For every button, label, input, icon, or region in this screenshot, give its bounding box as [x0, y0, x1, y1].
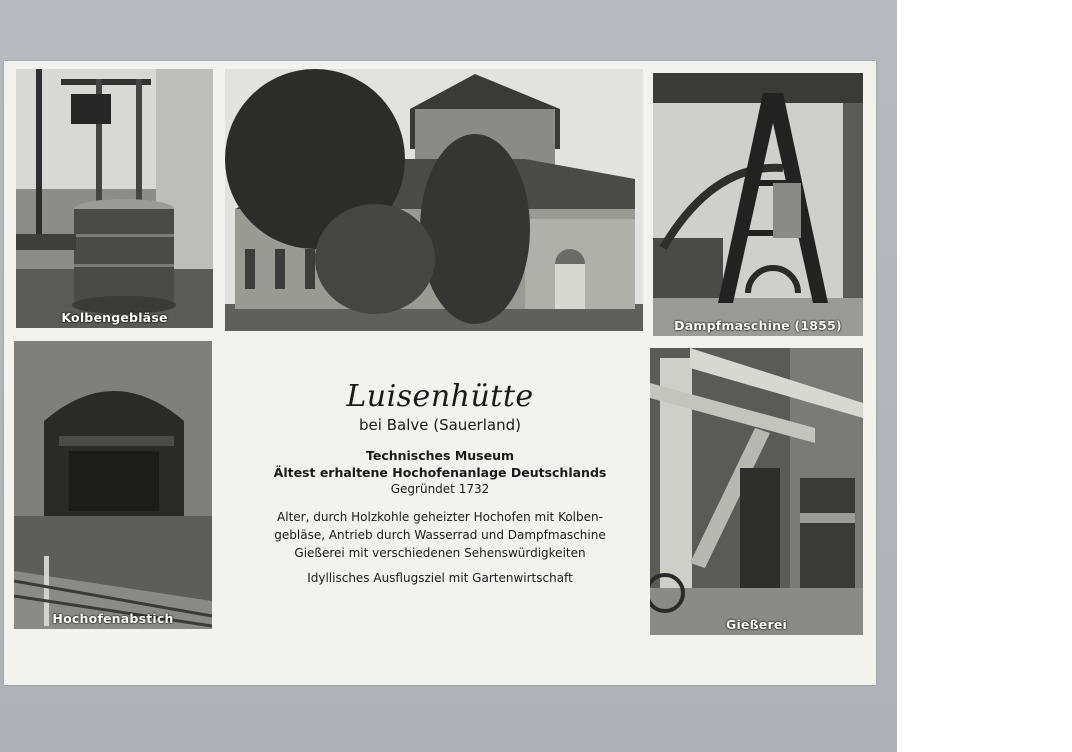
photo-steam-engine — [653, 73, 863, 336]
oldest-line: Ältest erhaltene Hochofenanlage Deutschlands — [273, 465, 607, 480]
photo-tapping — [14, 341, 212, 629]
caption-foundry: Gießerei — [725, 617, 788, 632]
photo-foundry — [650, 348, 863, 635]
caption-piston-blower: Kolbengebläse — [61, 310, 168, 325]
photo-building — [225, 69, 643, 331]
desc-line-2: gebläse, Antrieb durch Wasserrad und Dampfmaschine — [274, 528, 606, 542]
founded-line: Gegründet 1732 — [390, 482, 490, 496]
tapping-illustration — [14, 341, 212, 629]
building-illustration — [225, 69, 643, 331]
description-block — [222, 376, 658, 585]
desc-line-1: Alter, durch Holzkohle geheizter Hochofen mit Kolben- — [277, 510, 603, 524]
title: Luisenhütte — [346, 379, 534, 414]
postcard — [4, 61, 876, 685]
excursion-line: Idyllisches Ausflugsziel mit Gartenwirtschaft — [307, 571, 573, 585]
foundry-illustration — [650, 348, 863, 635]
museum-line: Technisches Museum — [365, 448, 515, 463]
steam-engine-illustration — [653, 73, 863, 336]
caption-tapping: Hochofenabstich — [52, 611, 174, 626]
piston-blower-illustration — [16, 69, 213, 328]
photo-piston-blower — [16, 69, 213, 328]
caption-steam-engine: Dampfmaschine (1855) — [674, 318, 842, 333]
desc-line-3: Gießerei mit verschiedenen Sehenswürdigkeiten — [294, 546, 586, 560]
description-text — [222, 508, 658, 562]
subtitle: bei Balve (Sauerland) — [359, 416, 521, 434]
